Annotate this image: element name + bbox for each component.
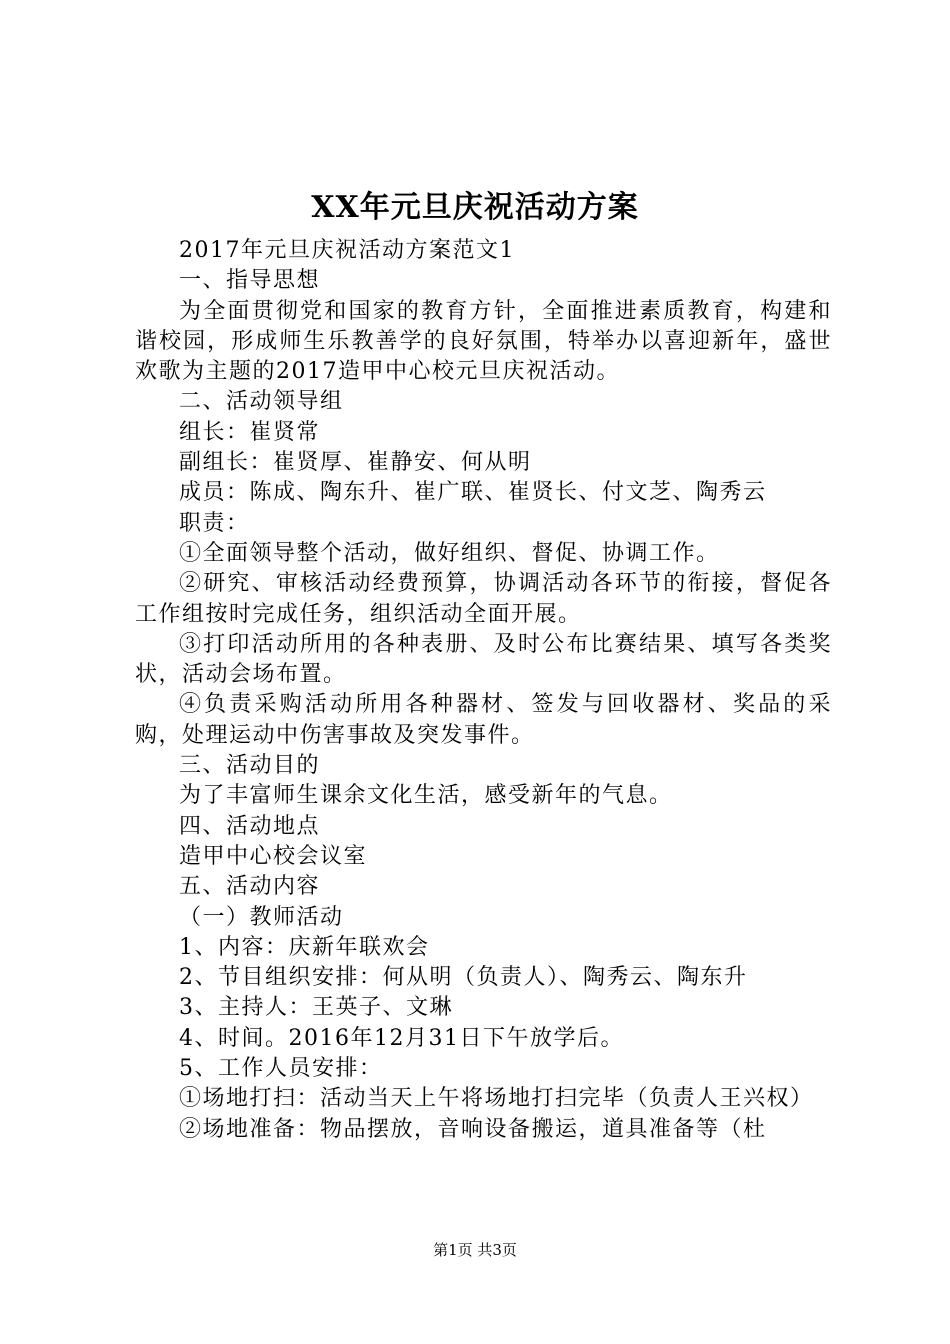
list-item: 1、内容：庆新年联欢会 — [179, 934, 430, 960]
list-item: 5、工作人员安排： — [179, 1056, 383, 1082]
page-number-footer: 第1页 共3页 — [433, 1241, 517, 1259]
list-item: ③打印活动所用的各种表册、及时公布比赛结果、填写各类奖状，活动会场布置。 — [135, 631, 832, 688]
list-item: ②场地准备：物品摆放，音响设备搬运，道具准备等（杜 — [179, 1116, 767, 1142]
paragraph: 2017年元旦庆祝活动方案范文1 — [179, 238, 515, 263]
list-item: 4、时间。2016年12月31日下午放学后。 — [179, 1025, 624, 1051]
list-item: ①全面领导整个活动，做好组织、督促、协调工作。 — [179, 540, 720, 566]
section-heading: 五、活动内容 — [179, 874, 321, 900]
document-title: XX年元旦庆祝活动方案 — [311, 190, 639, 225]
paragraph: 为了丰富师生课余文化生活，感受新年的气息。 — [179, 783, 673, 809]
subsection-heading: （一）教师活动 — [179, 904, 344, 930]
section-heading: 二、活动领导组 — [179, 389, 344, 415]
list-item: ④负责采购活动所用各种器材、签发与回收器材、奖品的采购，处理运动中伤害事故及突发事件。 — [135, 692, 832, 748]
section-heading: 三、活动目的 — [179, 753, 321, 779]
section-heading: 一、指导思想 — [179, 268, 321, 294]
paragraph: 为全面贯彻党和国家的教育方针，全面推进素质教育，构建和谐校园，形成师生乐教善学的良好氛围，特举办以喜迎新年，盛世欢歌为主题的2017造甲中心校元旦庆祝活动。 — [135, 298, 832, 385]
paragraph: 职责： — [179, 510, 250, 536]
paragraph: 副组长：崔贤厚、崔静安、何从明 — [179, 450, 532, 476]
list-item: 3、主持人：王英子、文琳 — [179, 995, 453, 1021]
document-body — [135, 236, 832, 1145]
paragraph: 组长：崔贤常 — [179, 419, 321, 445]
section-heading: 四、活动地点 — [179, 813, 321, 839]
paragraph: 造甲中心校会议室 — [179, 843, 368, 869]
paragraph: 成员：陈成、陶东升、崔广联、崔贤长、付文芝、陶秀云 — [179, 480, 767, 506]
list-item: ①场地打扫：活动当天上午将场地打扫完毕（负责人王兴权） — [179, 1086, 814, 1112]
list-item: 2、节目组织安排：何从明（负责人）、陶秀云、陶东升 — [179, 965, 748, 991]
list-item: ②研究、审核活动经费预算，协调活动各环节的衔接，督促各工作组按时完成任务，组织活动全面开展。 — [135, 571, 832, 627]
